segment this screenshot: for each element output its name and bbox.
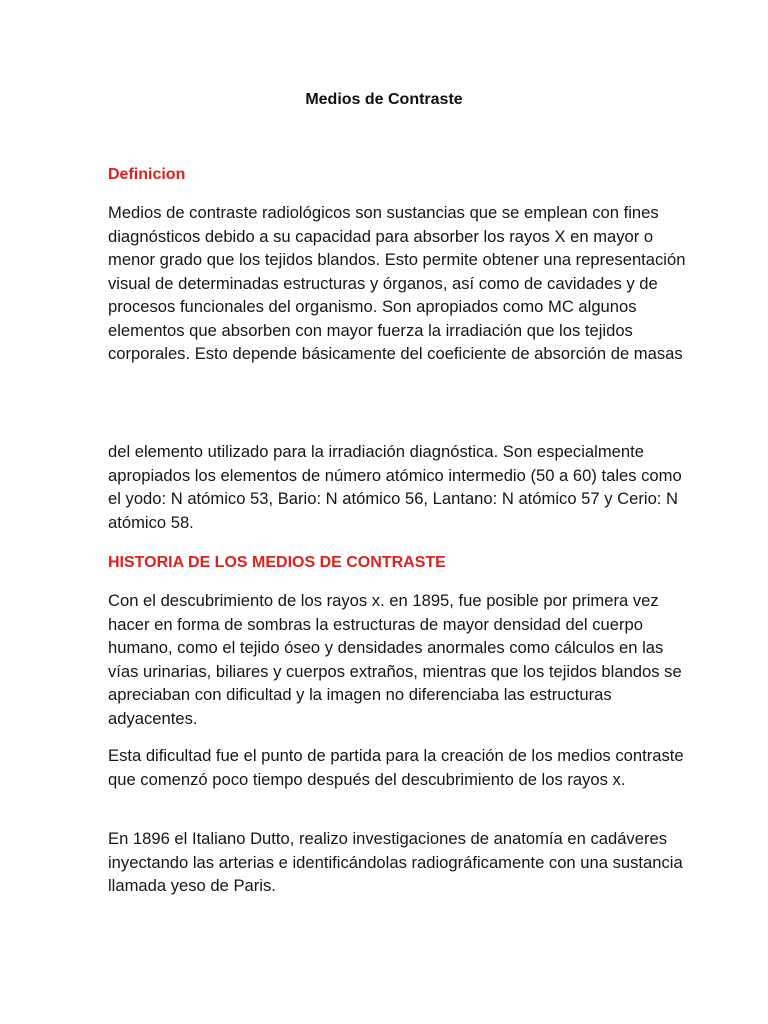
paragraph-historia-2: Esta dificultad fue el punto de partida para la creación de los medios contraste que comenzó poco tiempo después del descubrimiento de los rayos x.	[108, 746, 684, 789]
section-heading-historia: HISTORIA DE LOS MEDIOS DE CONTRASTE	[108, 554, 446, 571]
paragraph-definicion-continued: del elemento utilizado para la irradiación diagnóstica. Son especialmente apropiados los elementos de número atómico intermedio (50 a 60) tales como el yodo: N atómico 53, Bario: N atómico 56, Lantano: N atómico 57 y Cerio: N atómico 58.	[108, 442, 682, 532]
paragraph-historia-1: Con el descubrimiento de los rayos x. en 1895, fue posible por primera vez hacer en forma de sombras la estructuras de mayor densidad del cuerpo humano, como el tejido óseo y densidades anormales como cálculos en las vías urinarias, biliares y cuerpos extraños, mientras que los tejidos blandos se apreciaban con dificultad y la imagen no diferenciaba las estructuras adyacentes.	[108, 591, 682, 728]
document-title: Medios de Contraste	[305, 91, 463, 108]
section-heading-definicion: Definicion	[108, 166, 186, 183]
paragraph-definicion: Medios de contraste radiológicos son sustancias que se emplean con fines diagnósticos debido a su capacidad para absorber los rayos X en mayor o menor grado que los tejidos blandos. Esto permite obtener una representación visual de determinadas estructuras y órganos, así como de cavidades y de procesos funcionales del organismo. Son apropiados como MC algunos elementos que absorben con mayor fuerza la irradiación que los tejidos corporales. Esto depende básicamente del coeficiente de absorción de masas	[108, 203, 686, 363]
paragraph-historia-3: En 1896 el Italiano Dutto, realizo investigaciones de anatomía en cadáveres inyectando las arterias e identificándolas radiográficamente con una sustancia llamada yeso de Paris.	[108, 829, 683, 895]
